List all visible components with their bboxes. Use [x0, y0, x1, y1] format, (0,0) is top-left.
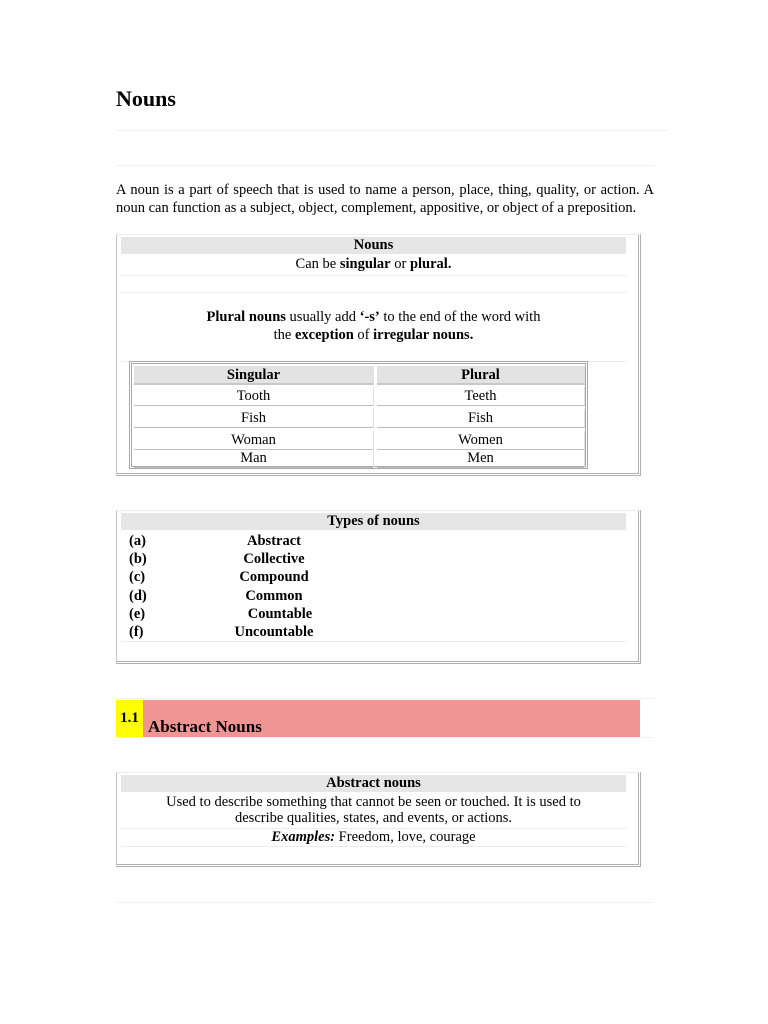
item-letter: (c) [129, 569, 146, 585]
section-title: Abstract Nouns [148, 717, 262, 736]
table-cell: Teeth [377, 387, 585, 406]
table-cell: Tooth [134, 387, 374, 406]
table-cell: Men [377, 449, 585, 468]
divider [116, 130, 668, 131]
nouns-box-header: Nouns [121, 237, 626, 254]
table-cell: Fish [134, 409, 374, 428]
abstract-examples: Examples: Freedom, love, courage [271, 829, 476, 845]
row-divider [121, 292, 626, 293]
section-number: 1.1 [116, 700, 143, 737]
abstract-description: Used to describe something that cannot be seen or touched. It is used to describe qualities, states, and events, or actions. [166, 794, 581, 826]
types-of-nouns-box [116, 510, 641, 664]
item-letter: (f) [129, 624, 144, 640]
types-box-header: Types of nouns [121, 513, 626, 530]
abstract-box-header: Abstract nouns [121, 775, 626, 792]
item-letter: (d) [129, 588, 147, 604]
item-letter: (a) [129, 533, 146, 549]
abstract-nouns-box [116, 772, 641, 867]
divider [116, 698, 654, 699]
column-header: Singular [134, 366, 374, 385]
divider [116, 902, 654, 903]
divider [116, 737, 654, 738]
section-heading [143, 700, 640, 737]
item-letter: (b) [129, 551, 147, 567]
item-name: Countable [247, 606, 313, 622]
item-name: Collective [243, 551, 305, 567]
row-divider [121, 275, 626, 276]
intro-paragraph: A noun is a part of speech that is used to name a person, place, thing, quality, or action. A noun can function as a subject, object, complement, appositive, or object of a preposition. [116, 182, 654, 216]
page-title: Nouns [116, 86, 176, 111]
item-name: Abstract [247, 533, 301, 549]
item-name: Uncountable [234, 624, 314, 640]
row-divider [121, 641, 626, 642]
singular-plural-line: Can be singular or plural. [295, 256, 452, 272]
column-header: Plural [377, 366, 585, 385]
row-divider [121, 846, 626, 847]
item-name: Compound [239, 569, 309, 585]
table-cell: Woman [134, 431, 374, 450]
table-cell: Fish [377, 409, 585, 428]
item-name: Common [245, 588, 303, 604]
item-letter: (e) [129, 606, 146, 622]
table-cell: Women [377, 431, 585, 450]
plural-rule: Plural nouns usually add ‘-s’ to the end of the word with the exception of irregular nouns. [206, 309, 541, 343]
nouns-box [116, 234, 641, 476]
table-cell: Man [134, 449, 374, 468]
singular-plural-table [129, 361, 588, 469]
divider [116, 165, 654, 166]
